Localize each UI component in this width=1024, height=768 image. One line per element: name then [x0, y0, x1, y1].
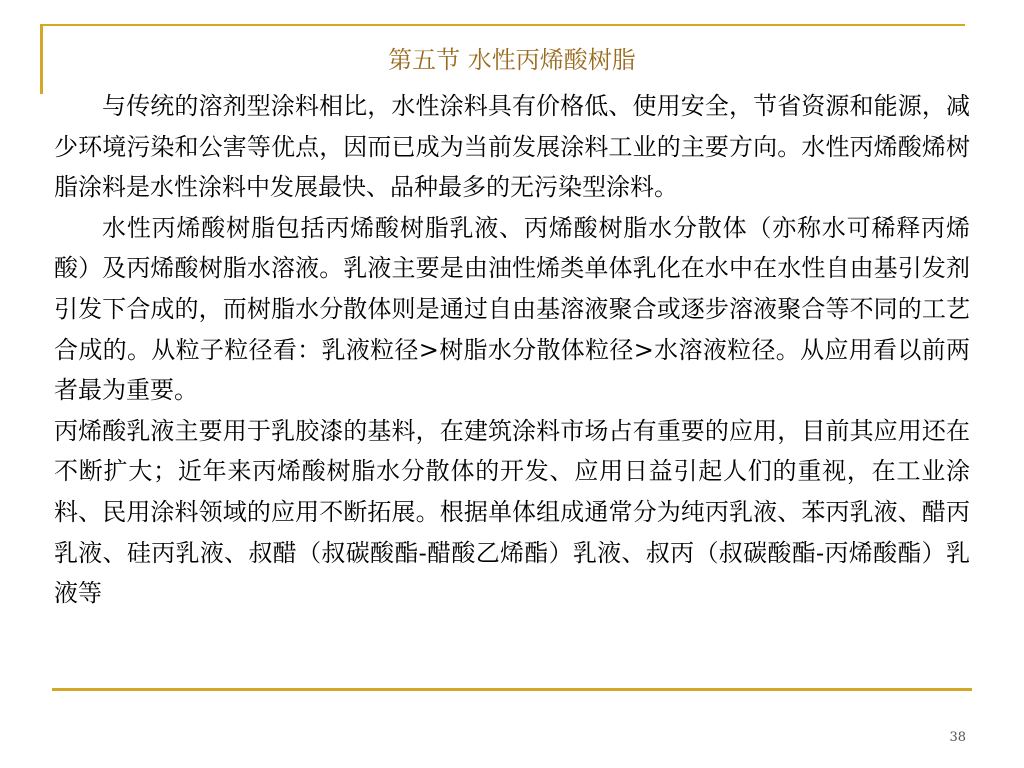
frame-bottom-line: [52, 688, 972, 691]
paragraph-intro: 与传统的溶剂型涂料相比，水性涂料具有价格低、使用安全，节省资源和能源，减少环境污染和公害等优点，因而已成为当前发展涂料工业的主要方向。水性丙烯酸烯树脂涂料是水性涂料中发展最快、品种最多的无污染型涂料。: [54, 92, 970, 202]
slide-title: 第五节 水性丙烯酸树脂: [388, 46, 636, 74]
frame-top-line: [40, 24, 965, 26]
paragraph-types: 水性丙烯酸树脂包括丙烯酸树脂乳液、丙烯酸树脂水分散体（亦称水可稀释丙烯酸）及丙烯酸树脂水溶液。乳液主要是由油性烯类单体乳化在水中在水性自由基引发剂引发下合成的，而树脂水分散体则是通过自由基溶液聚合或逐步溶液聚合等不同的工艺合成的。从粒子粒径看：乳液粒径>树脂水分散体粒径>水溶液粒径。从应用看以前两者最为重要。: [54, 213, 970, 405]
page-number: 38: [949, 730, 966, 745]
paragraph-applications: 丙烯酸乳液主要用于乳胶漆的基料，在建筑涂料市场占有重要的应用，目前其应用还在不断扩大；近年来丙烯酸树脂水分散体的开发、应用日益引起人们的重视，在工业涂料、民用涂料领域的应用不断拓展。根据单体组成通常分为纯丙乳液、苯丙乳液、醋丙乳液、硅丙乳液、叔醋（叔碳酸酯-醋酸乙烯酯）乳液、叔丙（叔碳酸酯-丙烯酸酯）乳液等: [54, 416, 970, 608]
slide-body: [54, 86, 970, 614]
